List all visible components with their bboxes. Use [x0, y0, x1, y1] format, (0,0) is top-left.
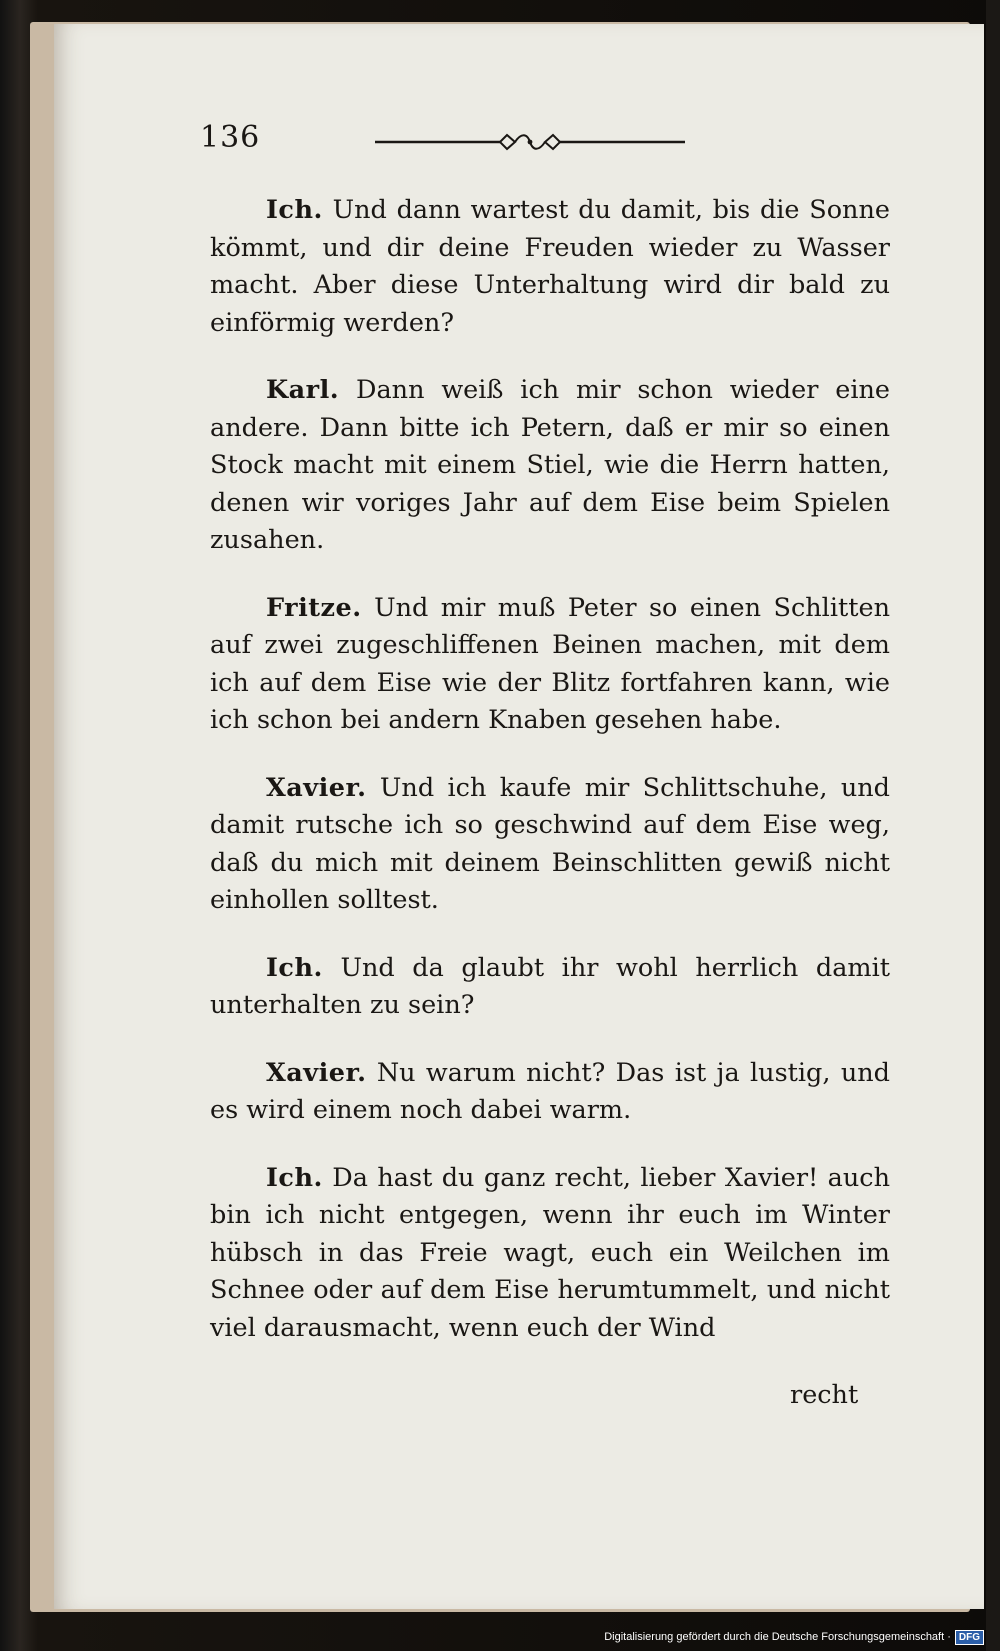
scan-right-border — [986, 0, 1000, 1651]
ornament-rule — [375, 130, 685, 154]
speaker-name: Fritze. — [266, 592, 362, 623]
dialogue-text: Nu warum nicht? Das ist ja lustig, und es wird einem noch dabei warm. — [210, 1057, 890, 1125]
funding-credit: Digitalisierung gefördert durch die Deutsche Forschungsgemeinschaft · — [604, 1631, 951, 1643]
page-header — [200, 120, 900, 160]
catchword: recht — [790, 1380, 859, 1410]
speaker-name: Ich. — [266, 1162, 323, 1193]
dfg-logo: DFG — [955, 1630, 984, 1645]
dialogue-text: Und mir muß Peter so einen Schlitten auf zwei zugeschliffenen Beinen machen, mit dem ich auf dem Eise wie der Blitz fortfahren kann, wie ich schon bei andern Knaben gesehen habe. — [210, 592, 891, 735]
body-text — [210, 192, 890, 1347]
page-number: 136 — [200, 120, 261, 155]
digitization-footer — [604, 1627, 984, 1647]
dialogue-paragraph — [210, 770, 890, 920]
dialogue-paragraph — [210, 1160, 890, 1348]
speaker-name: Ich. — [266, 952, 323, 983]
dialogue-text: Und da glaubt ihr wohl herrlich damit unterhalten zu sein? — [210, 952, 890, 1020]
dialogue-paragraph — [210, 590, 890, 740]
speaker-name: Xavier. — [266, 772, 367, 803]
speaker-name: Xavier. — [266, 1057, 367, 1088]
speaker-name: Ich. — [266, 195, 323, 225]
dialogue-text: Da hast du ganz recht, lieber Xavier! auch bin ich nicht entgegen, wenn ihr euch im Winter hübsch in das Freie wagt, euch ein Weilchen im Schnee oder auf dem Eise herumtummelt, und nicht viel darausmacht, wenn euch der Wind — [210, 1162, 891, 1343]
dialogue-paragraph — [210, 192, 890, 342]
dialogue-paragraph — [210, 372, 890, 560]
dialogue-paragraph — [210, 950, 890, 1025]
dialogue-text: Und ich kaufe mir Schlittschuhe, und damit rutsche ich so geschwind auf dem Eise weg, daß du mich mit deinem Beinschlitten gewiß nicht einhollen solltest. — [210, 772, 891, 915]
dialogue-text: Dann weiß ich mir schon wieder eine andere. Dann bitte ich Petern, daß er mir so einen Stock macht mit einem Stiel, wie die Herrn hatten, denen wir voriges Jahr auf dem Eise beim Spielen zusahen. — [210, 375, 891, 555]
dialogue-paragraph — [210, 1055, 890, 1130]
dialogue-text: Und dann wartest du damit, bis die Sonne kömmt, und dir deine Freuden wieder zu Wasser macht. Aber diese Unterhaltung wird dir bald zu einförmig werden? — [210, 195, 890, 338]
speaker-name: Karl. — [266, 375, 340, 405]
